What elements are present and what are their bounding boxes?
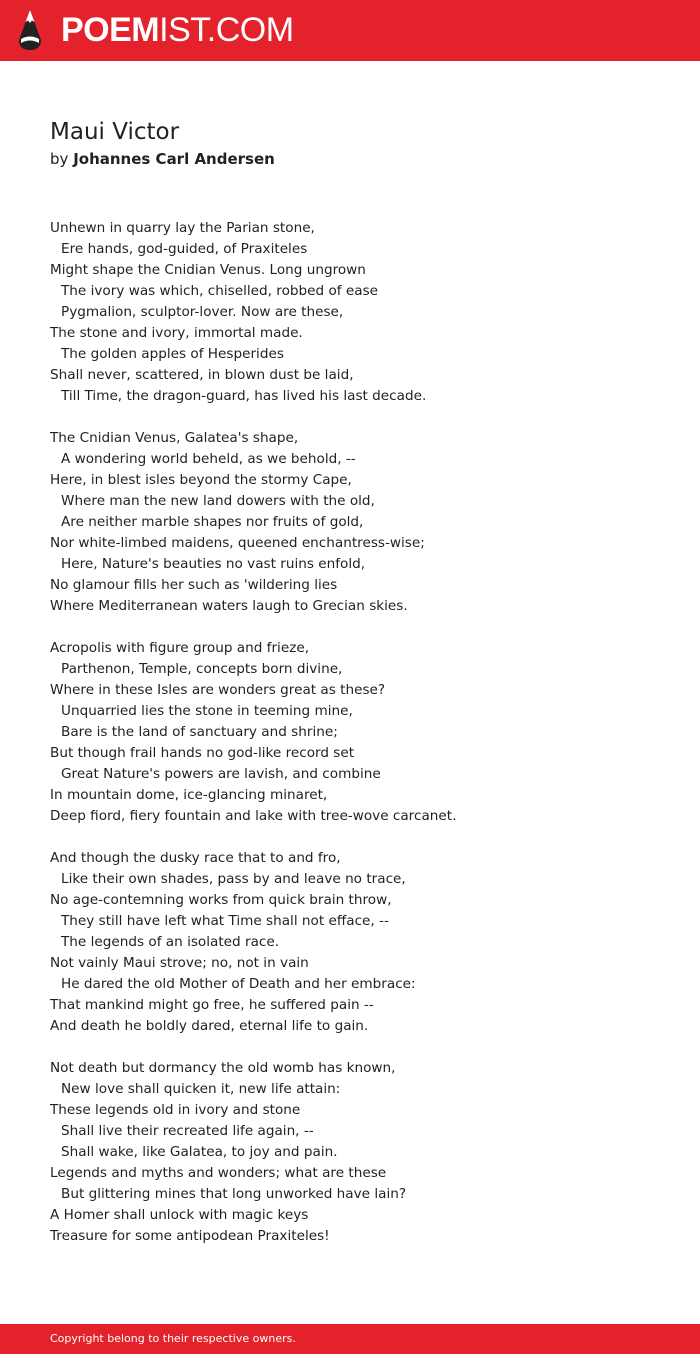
poem-line: These legends old in ivory and stone — [50, 1102, 301, 1118]
poem-line: The golden apples of Hesperides — [61, 346, 284, 362]
poem-line: Not death but dormancy the old womb has known, — [50, 1060, 396, 1076]
poem-line: He dared the old Mother of Death and her embrace: — [61, 976, 416, 992]
poem-line: But though frail hands no god-like record set — [50, 745, 355, 761]
poem-line: Where Mediterranean waters laugh to Grecian skies. — [50, 598, 408, 614]
logo-light-text: IST.COM — [159, 11, 294, 49]
poem-line: Might shape the Cnidian Venus. Long ungrown — [50, 262, 366, 278]
poem-line: That mankind might go free, he suffered pain -- — [50, 997, 374, 1013]
poem-stanza — [50, 218, 670, 407]
poem-line: Here, Nature's beauties no vast ruins enfold, — [61, 556, 366, 572]
poem-line: Treasure for some antipodean Praxiteles! — [50, 1228, 330, 1244]
poem-line: A Homer shall unlock with magic keys — [50, 1207, 309, 1223]
poem-line: New love shall quicken it, new life attain: — [61, 1081, 341, 1097]
poem-line: A wondering world beheld, as we behold, -- — [61, 451, 356, 467]
poem-title: Maui Victor — [50, 119, 180, 145]
poem-line: Unhewn in quarry lay the Parian stone, — [50, 220, 315, 236]
poem-line: The stone and ivory, immortal made. — [50, 325, 303, 341]
poem-stanza — [50, 638, 670, 827]
poem-line: Shall wake, like Galatea, to joy and pain. — [61, 1144, 338, 1160]
poem-line: No age-contemning works from quick brain throw, — [50, 892, 392, 908]
poem-line: No glamour fills her such as 'wildering lies — [50, 577, 338, 593]
poem-line: But glittering mines that long unworked have lain? — [61, 1186, 407, 1202]
site-logo[interactable] — [61, 8, 294, 52]
poem-stanza — [50, 848, 670, 1037]
copyright-text: Copyright belong to their respective owners. — [50, 1332, 296, 1345]
poem-line: Parthenon, Temple, concepts born divine, — [61, 661, 343, 677]
poem-line: Are neither marble shapes nor fruits of gold, — [61, 514, 364, 530]
poem-line: Here, in blest isles beyond the stormy Cape, — [50, 472, 352, 488]
poem-line: Where man the new land dowers with the old, — [61, 493, 375, 509]
poem-line: The ivory was which, chiselled, robbed of ease — [61, 283, 379, 299]
poem-stanza — [50, 1058, 670, 1247]
poem-line: They still have left what Time shall not efface, -- — [61, 913, 389, 929]
poem-line: Where in these Isles are wonders great as these? — [50, 682, 386, 698]
poem-line: The legends of an isolated race. — [61, 934, 280, 950]
poem-line: Not vainly Maui strove; no, not in vain — [50, 955, 309, 971]
poem-line: Great Nature's powers are lavish, and combine — [61, 766, 381, 782]
poem-line: In mountain dome, ice-glancing minaret, — [50, 787, 328, 803]
byline-prefix: by — [50, 150, 69, 168]
poem-line: Legends and myths and wonders; what are these — [50, 1165, 387, 1181]
poem-body — [50, 218, 670, 1268]
poem-line: Pygmalion, sculptor-lover. Now are these, — [61, 304, 344, 320]
poem-line: Deep fiord, fiery fountain and lake with tree-wove carcanet. — [50, 808, 457, 824]
poem-byline — [50, 148, 275, 170]
poem-line: Ere hands, god-guided, of Praxiteles — [61, 241, 308, 257]
poem-line: The Cnidian Venus, Galatea's shape, — [50, 430, 299, 446]
poem-stanza — [50, 428, 670, 617]
logo-bold-text: POEM — [61, 11, 160, 49]
pencil-tip-icon[interactable] — [18, 9, 42, 51]
poem-line: Till Time, the dragon-guard, has lived his last decade. — [61, 388, 427, 404]
poem-line: And though the dusky race that to and fro, — [50, 850, 341, 866]
site-header — [0, 0, 700, 61]
poem-line: Shall live their recreated life again, -- — [61, 1123, 314, 1139]
poem-line: Bare is the land of sanctuary and shrine; — [61, 724, 338, 740]
poem-line: And death he boldly dared, eternal life to gain. — [50, 1018, 369, 1034]
poem-line: Unquarried lies the stone in teeming mine, — [61, 703, 353, 719]
poem-line: Nor white-limbed maidens, queened enchantress-wise; — [50, 535, 425, 551]
poem-line: Like their own shades, pass by and leave no trace, — [61, 871, 406, 887]
poem-line: Acropolis with figure group and frieze, — [50, 640, 310, 656]
poem-line: Shall never, scattered, in blown dust be laid, — [50, 367, 354, 383]
site-footer — [0, 1324, 700, 1354]
poem-author: Johannes Carl Andersen — [73, 150, 275, 168]
